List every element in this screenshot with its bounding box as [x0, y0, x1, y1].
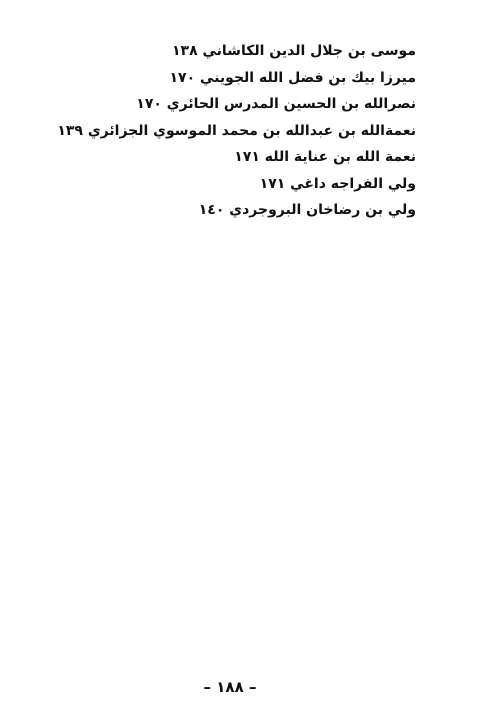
index-entry: ولي الفراجه داغي ١٧١ [259, 175, 416, 192]
index-entry: نصرالله بن الحسين المدرس الحائري ١٧٠ [136, 96, 416, 112]
index-entry: موسى بن جلال الدين الكاشاني ١٣٨ [171, 43, 416, 59]
index-list [57, 38, 416, 224]
index-entry: نعمة الله بن عناية الله ١٧١ [234, 149, 416, 165]
index-entry: نعمةالله بن عبدالله بن محمد الموسوي الجزائري ١٣٩ [57, 122, 416, 139]
index-entry: ولي بن رضاخان البروجردي ١٤٠ [198, 202, 416, 218]
page-number: – ١٨٨ – [203, 678, 257, 696]
index-entry: ميرزا بيك بن فضل الله الجويني ١٧٠ [169, 69, 416, 86]
